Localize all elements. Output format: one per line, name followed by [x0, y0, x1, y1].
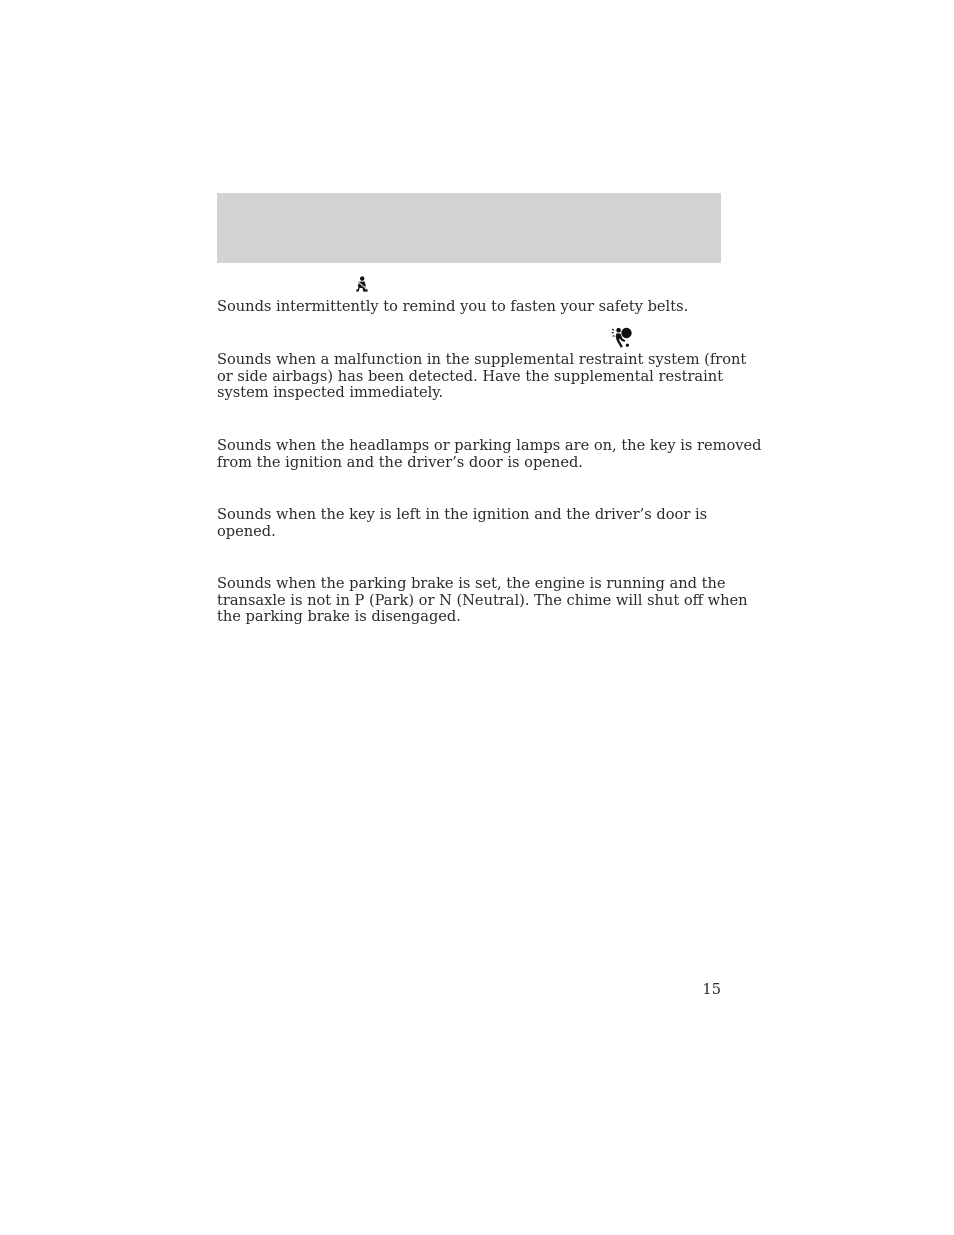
text-line: transaxle is not in P (Park) or N (Neutral). The chime will shut off when [217, 591, 748, 609]
airbag-chime-text [217, 351, 747, 402]
header-band [217, 193, 721, 263]
text-line: or side airbags) has been detected. Have the supplemental restraint [217, 367, 724, 385]
page-number: 15 [702, 981, 721, 998]
text-line: opened. [217, 522, 276, 540]
text-line: the parking brake is disengaged. [217, 608, 461, 626]
text-line: Sounds when a malfunction in the supplemental restraint system (front [217, 351, 747, 368]
key-in-ignition-chime-text [217, 507, 723, 540]
text-line: Sounds when the key is left in the ignition and the driver’s door is [217, 506, 708, 523]
text-line: Sounds when the parking brake is set, the engine is running and the [217, 575, 726, 592]
text-line: Sounds intermittently to remind you to fasten your safety belts. [217, 298, 689, 315]
parking-brake-chime-text [217, 575, 748, 626]
safety-belt-chime-text [217, 299, 723, 316]
headlamps-chime-text [217, 437, 762, 471]
text-line: from the ignition and the driver’s door is opened. [217, 453, 583, 471]
airbag-warning-icon [611, 327, 635, 348]
seatbelt-warning-icon [354, 276, 370, 294]
text-line: Sounds when the headlamps or parking lamps are on, the key is removed [217, 437, 762, 454]
text-line: system inspected immediately. [217, 384, 444, 402]
